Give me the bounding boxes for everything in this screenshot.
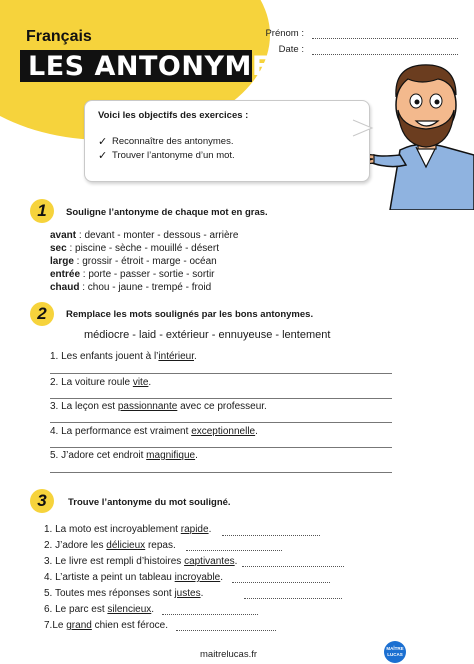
page-title: LES ANTONYMES (28, 51, 291, 82)
underlined-word: passionnante (117, 401, 178, 412)
exercise2-sentence: 1. Les enfants jouent à l’intérieur. (50, 351, 197, 362)
check-icon: ✓ (98, 150, 108, 162)
underlined-word: exceptionnelle (191, 426, 256, 437)
word-bank: médiocre - laid - extérieur - ennuyeuse - lentement (84, 329, 331, 341)
objective-item: Reconnaître des antonymes. (112, 136, 234, 147)
underlined-word: délicieux (106, 540, 146, 551)
word-options[interactable]: : grossir - étroit - marge - océan (73, 256, 217, 267)
answer-line[interactable] (50, 422, 392, 423)
exercise1-row (50, 281, 211, 295)
answer-blank[interactable] (244, 598, 342, 599)
exercise3-sentence: 7.Le grand chien est féroce. (44, 620, 168, 631)
objectives-heading: Voici les objectifs des exercices : (98, 110, 249, 121)
word-options[interactable]: : devant - monter - dessous - arrière (76, 230, 239, 241)
bold-word: entrée (50, 269, 81, 280)
answer-blank[interactable] (232, 582, 330, 583)
exercise3-sentence: 2. J’adore les délicieux repas. (44, 540, 176, 551)
firstname-field[interactable] (312, 38, 458, 39)
exercise1-instruction: Souligne l’antonyme de chaque mot en gras. (66, 207, 268, 218)
word-options[interactable]: : chou - jaune - trempé - froid (79, 282, 212, 293)
underlined-word: incroyable (174, 572, 221, 583)
footer-site: maitrelucas.fr (200, 649, 258, 660)
exercise3-sentence: 1. La moto est incroyablement rapide. (44, 524, 212, 535)
exercise-number-badge: 1 (30, 199, 54, 223)
speech-bubble-tail (352, 118, 374, 138)
date-label: Date : (278, 44, 304, 55)
answer-blank[interactable] (176, 630, 276, 631)
answer-line[interactable] (50, 472, 392, 473)
exercise3-instruction: Trouve l’antonyme du mot souligné. (68, 497, 231, 508)
exercise2-sentence: 3. La leçon est passionnante avec ce professeur. (50, 401, 267, 412)
bold-word: avant (50, 230, 77, 241)
teacher-illustration (360, 55, 474, 210)
exercise1-row (50, 268, 215, 282)
exercise2-sentence: 2. La voiture roule vite. (50, 377, 152, 388)
word-options[interactable]: : porte - passer - sortie - sortir (80, 269, 215, 280)
bold-word: sec (50, 243, 67, 254)
underlined-word: justes (174, 588, 201, 599)
word-options[interactable]: : piscine - sèche - mouillé - désert (66, 243, 219, 254)
exercise3-sentence: 6. Le parc est silencieux. (44, 604, 155, 615)
exercise1-row (50, 229, 238, 243)
exercise3-sentence: 4. L’artiste a peint un tableau incroyable. (44, 572, 224, 583)
answer-line[interactable] (50, 447, 392, 448)
bold-word: large (50, 256, 74, 267)
exercise2-sentence: 4. La performance est vraiment exceptionnelle. (50, 426, 258, 437)
answer-line[interactable] (50, 398, 392, 399)
underlined-word: rapide (180, 524, 209, 535)
underlined-word: silencieux (107, 604, 152, 615)
exercise3-sentence: 3. Le livre est rempli d’histoires captivantes. (44, 556, 238, 567)
exercise-number-badge: 2 (30, 302, 54, 326)
exercise1-row (50, 255, 217, 269)
underlined-word: captivantes (184, 556, 235, 567)
bold-word: chaud (50, 282, 80, 293)
answer-blank[interactable] (162, 614, 258, 615)
objective-item: Trouver l’antonyme d’un mot. (112, 150, 235, 161)
answer-blank[interactable] (222, 535, 320, 536)
answer-blank[interactable] (186, 550, 282, 551)
firstname-label: Prénom : (265, 28, 304, 39)
exercise3-sentence: 5. Toutes mes réponses sont justes. (44, 588, 204, 599)
exercise1-row (50, 242, 219, 256)
exercise-number-badge: 3 (30, 489, 54, 513)
exercise2-sentence: 5. J’adore cet endroit magnifique. (50, 450, 198, 461)
underlined-word: grand (66, 620, 92, 631)
underlined-word: intérieur (158, 351, 194, 362)
maitre-lucas-logo: MAÎTRE LUCAS (384, 641, 406, 663)
subject-label: Français (26, 28, 92, 45)
underlined-word: magnifique (146, 450, 196, 461)
underlined-word: vite (132, 377, 149, 388)
exercise2-instruction: Remplace les mots soulignés par les bons antonymes. (66, 309, 314, 320)
answer-line[interactable] (50, 373, 392, 374)
check-icon: ✓ (98, 136, 108, 148)
answer-blank[interactable] (242, 566, 344, 567)
